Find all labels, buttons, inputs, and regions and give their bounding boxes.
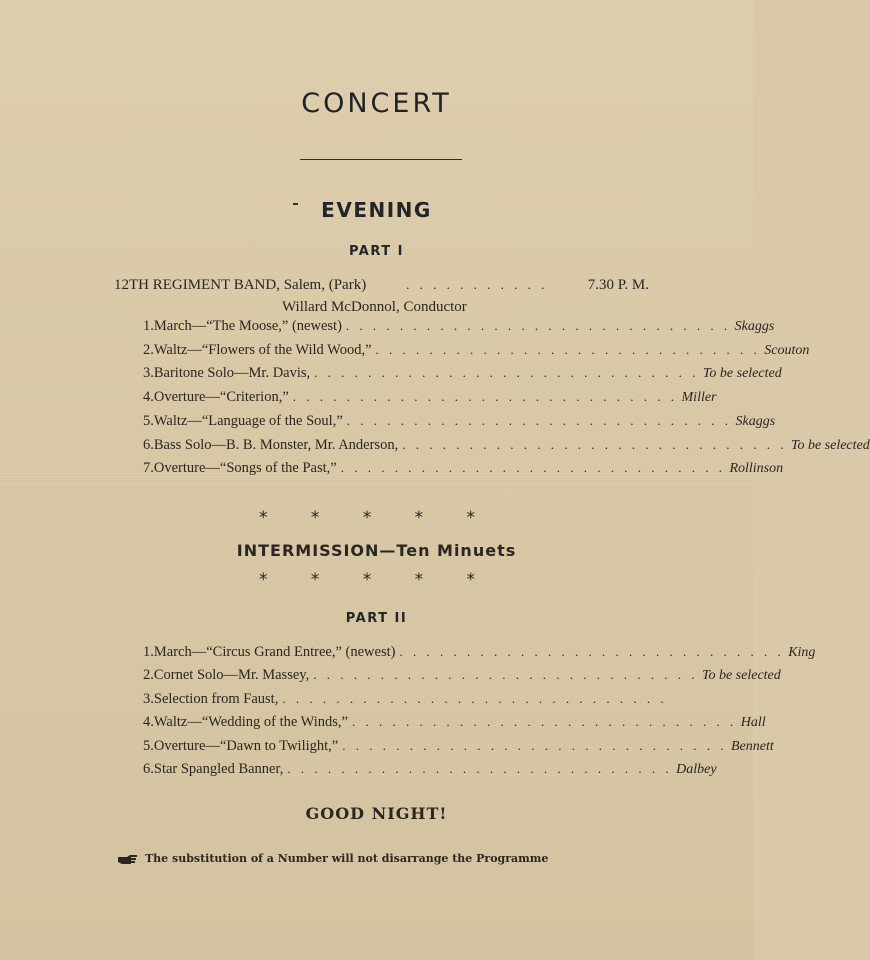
band-line [114,277,649,294]
item-number: 2. [143,341,154,358]
item-composer: Skaggs [735,413,776,429]
item-title: Cornet Solo—Mr. Massey, [153,667,310,684]
good-night-heading: GOOD NIGHT! [305,804,448,823]
item-title: Overture—“Criterion,” [153,389,289,406]
programme-item [143,341,810,364]
leader-dots: . . . . . . . . . . . . . . . . . . . . . . . . . . . . . [282,690,668,706]
item-number: 3. [143,690,154,707]
programme-item [143,761,717,783]
item-composer: King [788,645,816,660]
leader-dots: . . . . . . . . . . . . . . . . . . . . . . . . . . . . . [342,737,727,753]
item-composer: Rollinson [729,461,784,477]
item-number: 4. [143,389,154,406]
footnote-text: The substitution of a Number will not disarrange the Programme [145,852,549,865]
item-title: Waltz—“Language of the Soul,” [153,412,343,429]
programme-item [143,644,816,666]
leader-dots: . . . . . . . . . . . . . . . . . . . . . . . . . . . . . [340,460,726,476]
programme-item [143,412,776,435]
item-number: 6. [143,436,154,453]
band-name: 12TH REGIMENT BAND, Salem, (Park) [114,277,367,293]
item-composer: Hall [740,715,766,731]
leader-dots: . . . . . . . . . . . . . . . . . . . . . . . . . . . . . [292,389,678,405]
item-title: Baritone Solo—Mr. Davis, [153,365,311,382]
item-composer: To be selected [790,437,870,453]
item-title: Overture—“Songs of the Past,” [153,460,337,477]
start-time: 7.30 P. M. [587,277,649,293]
evening-heading: EVENING [321,198,432,222]
item-title: Bass Solo—B. B. Monster, Mr. Anderson, [153,436,399,453]
leader-dots: . . . . . . . . . . . . . . . . . . . . . . . . . . . . . [352,714,737,730]
item-number: 5. [143,737,154,754]
programme-item [143,318,775,340]
leader-dots: . . . . . . . . . . . . . . . . . . . . . . . . . . . . . [402,436,787,452]
programme-item [143,365,782,387]
item-composer: Bennett [730,738,774,754]
item-composer: Scouton [764,342,810,358]
leader-dots: . . . . . . . . . . . . . . . . . . . . . . . . . . . . . [399,644,785,659]
item-composer: Skaggs [734,319,775,334]
item-title: Selection from Faust, [153,690,279,707]
item-title: Overture—“Dawn to Twilight,” [153,737,339,754]
programme-item [143,690,668,713]
item-composer: To be selected [702,366,782,382]
item-number: 5. [143,412,154,429]
title-rule [300,159,462,160]
item-number: 7. [143,460,154,477]
conductor: Willard McDonnol, Conductor [282,299,467,315]
leader-dots: . . . . . . . . . . . . . . . . . . . . . . . . . . . . . [346,412,732,428]
item-number: 1. [143,644,154,660]
leader-dots: . . . . . . . . . . . . . . . . . . . . . . . . . . . . . [375,341,761,357]
leader-dots: . . . . . . . . . . . . . . . . . . . . . . . . . . . . . [345,318,731,333]
item-title: Waltz—“Wedding of the Winds,” [153,714,348,731]
programme-item [143,436,870,459]
item-title: March—“The Moose,” (newest) [153,318,342,334]
item-title: March—“Circus Grand Entree,” (newest) [153,644,396,660]
part-2-heading: PART II [345,611,408,626]
item-title: Waltz—“Flowers of the Wild Wood,” [153,341,372,358]
part-1-heading: PART I [348,244,405,259]
programme-item [143,714,766,736]
leader-dots: . . . . . . . . . . . . . . . . . . . . . . . . . . . . . [313,667,698,683]
item-number: 2. [143,667,154,684]
item-title: Star Spangled Banner, [153,761,284,777]
stars-divider-top: * * * * * [258,508,495,528]
programme-item [143,389,717,411]
item-number: 4. [143,714,154,731]
leader-dots: . . . . . . . . . . . . . . . . . . . . . . . . . . . . . [314,365,699,381]
programme-item [143,667,781,689]
stars-divider-bottom: * * * * * [258,570,495,590]
programme-item [143,737,774,760]
pointing-hand-icon [117,853,139,865]
item-number: 6. [143,761,154,777]
intermission-heading: INTERMISSION—Ten Minuets [236,541,517,560]
item-composer: Dalbey [676,762,717,777]
item-composer: Miller [681,390,717,406]
page-title: CONCERT [301,88,452,119]
item-number: 1. [143,318,154,334]
footnote [117,852,548,865]
leader-dots: . . . . . . . . . . . . . . . . . . . . . . . . . . . . . [287,761,673,776]
programme-item [143,460,784,482]
item-number: 3. [143,365,154,382]
item-composer: To be selected [701,668,781,684]
leader-dots: . . . . . . . . . . . [406,277,548,292]
